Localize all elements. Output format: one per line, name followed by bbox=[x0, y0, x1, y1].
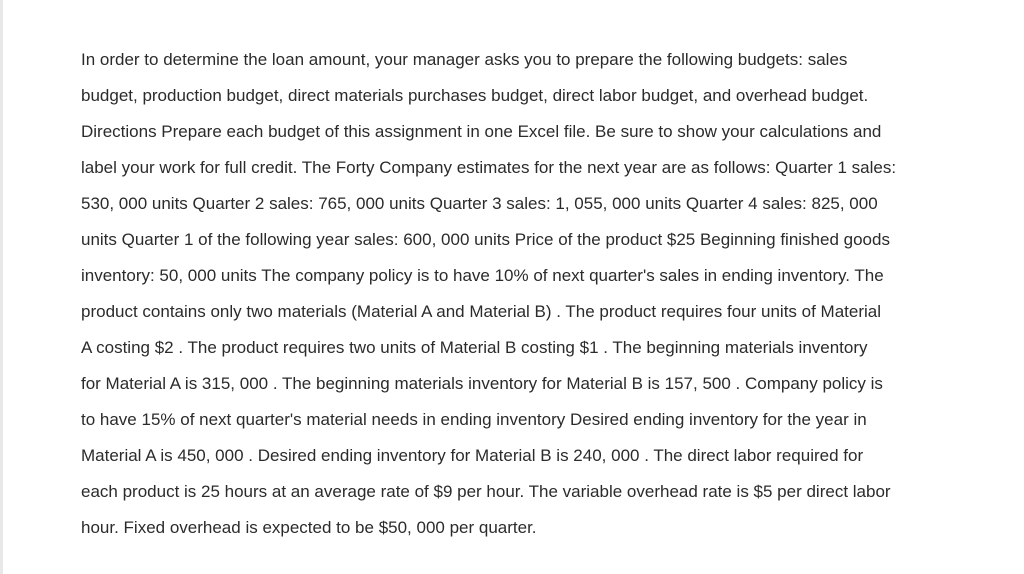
question-line: each product is 25 hours at an average rate of $9 per hour. The variable overhead rate is $5 per direct labor bbox=[81, 482, 891, 501]
question-line: to have 15% of next quarter's material needs in ending inventory Desired ending inventory for the year in bbox=[81, 410, 867, 429]
question-line: inventory: 50, 000 units The company policy is to have 10% of next quarter's sales in ending inventory. The bbox=[81, 266, 884, 285]
question-line: budget, production budget, direct materials purchases budget, direct labor budget, and overhead budget. bbox=[81, 86, 869, 105]
question-line: product contains only two materials (Material A and Material B) . The product requires four units of Material bbox=[81, 302, 882, 321]
question-line: A costing $2 . The product requires two units of Material B costing $1 . The beginning materials inventory bbox=[81, 338, 868, 357]
question-line: hour. Fixed overhead is expected to be $50, 000 per quarter. bbox=[81, 518, 537, 537]
question-line: for Material A is 315, 000 . The beginning materials inventory for Material B is 157, 500 . Company policy is bbox=[81, 374, 883, 393]
left-border-rule bbox=[0, 0, 3, 574]
question-line: 530, 000 units Quarter 2 sales: 765, 000 units Quarter 3 sales: 1, 055, 000 units Quarter 4 sales: 825, 000 bbox=[81, 194, 878, 213]
question-line: units Quarter 1 of the following year sales: 600, 000 units Price of the product $25 Beginning finished goods bbox=[81, 230, 890, 249]
question-line: label your work for full credit. The Forty Company estimates for the next year are as follows: Quarter 1 sales: bbox=[81, 158, 897, 177]
question-line: In order to determine the loan amount, your manager asks you to prepare the following budgets: sales bbox=[81, 50, 848, 69]
question-text bbox=[81, 42, 961, 546]
question-line: Material A is 450, 000 . Desired ending inventory for Material B is 240, 000 . The direct labor required for bbox=[81, 446, 864, 465]
question-line: Directions Prepare each budget of this assignment in one Excel file. Be sure to show your calculations and bbox=[81, 122, 882, 141]
